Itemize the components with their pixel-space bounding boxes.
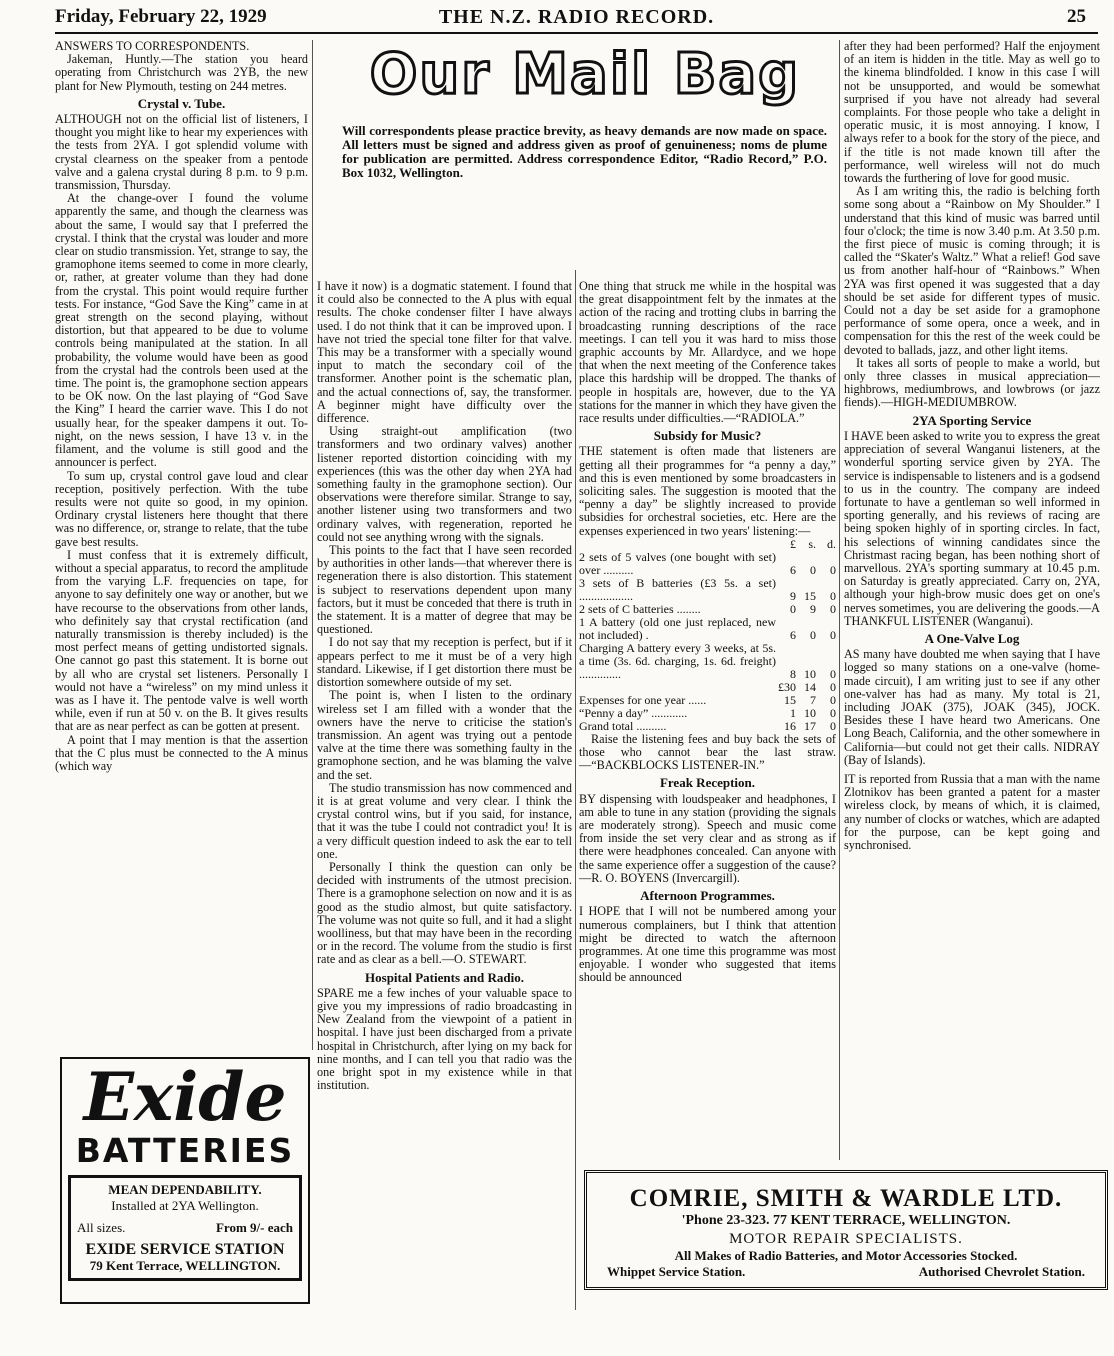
column-1 [55, 40, 308, 1058]
expense-row: 2 sets of 5 valves (one bought with set) over .......... 6 0 0 [579, 549, 836, 577]
comrie-address: 'Phone 23-323. 77 KENT TERRACE, WELLINGTON. [681, 1213, 1011, 1228]
column-rule [575, 270, 576, 1310]
exide-sizes: All sizes. [77, 1220, 126, 1235]
column-3 [579, 280, 836, 1100]
comrie-chevrolet: Authorised Chevrolet Station. [918, 1264, 1085, 1279]
sporting-heading: 2YA Sporting Service [912, 412, 1032, 428]
column-rule [839, 40, 840, 1160]
sporting-paragraph: I HAVE been asked to write you to express the great appreciation of several Wanganui listeners, at the wonderful sporting service given by 2YA. The service is indispensable to listeners and is a godsend to us in the country. The company are indeed fortunate to have a gentleman so well informed in sporting generally, and his reviews of racing are being spoken highly of in sporting circles. In fact, his selections of winning candidates since the Christmast racing began, has been nothing short of marvellous. 2YA's sporting summary at 10.45 p.m. on Saturday is greatly appreciated. Carry on, 2YA, although your high-brow music does get on one's nerves sometimes, you are delivering the goods.—A THANKFUL LISTENER (Wanganui). [844, 428, 1100, 628]
page-number: 25 [1067, 6, 1086, 27]
crystal-paragraph: This points to the fact that I have seen recorded by authorities in other lands—that wherever there is regeneration there is also distortion. This statement is subject to reservations dependent upon many factors, but it must be conceded that there is truth in the statement. It is a matter of degree that may be questioned. [317, 543, 572, 637]
exide-logo: Exide [83, 1058, 287, 1136]
expense-row: 2 sets of C batteries ........ 0 9 0 [579, 601, 836, 616]
crystal-paragraph: I must confess that it is extremely difficult, without a special apparatus, to record the amplitude from the varying L.F. frequencies on tape, for anyone to say definitely one way or another, but we have recourse to the observations from other lands, who definitely say that crystal rectification (and naturally transmission is thereby included) is the most perfect means of getting undistorted signals. One cannot go past this statement. It is borne out by all who are crystal set listeners. Personally I would not have a “wireless” on my mind unless it was as I have it. The pentode valve is well worth while, even if run at 50 v. on the B. It gives results that are as near perfect as can be gotten at present. [55, 547, 308, 734]
clock-paragraph: IT is reported from Russia that a man with the name Zlotnikov has been granted a patent for a master wireless clock, by means of which, it is claimed, any number of clocks or watches, which are adapted for the purpose, can be kept going and synchronised. [844, 771, 1100, 852]
exide-product: BATTERIES [75, 1131, 295, 1170]
subsidy-paragraph: THE statement is often made that listeners are getting all their programmes for “a penny a day,” and this is even mentioned by some broadcasters in soliciting sales. The suggestion is mooted that the “penny a day” be slightly increased to provide subsidies for orchestral societies, etc. Here are the expenses experienced in two years' listening:— [579, 444, 836, 538]
crystal-paragraph: Personally I think the question can only be decided with instruments of the utmost precision. There is a gramophone selection on now and it is as good as the studio almost, but quite satisfactory. The volume was not quite so full, and it had a slight woolliness, but that may have been in the recording or in the record. The volume from the studio is first rate and as clear as a bell.—O. STEWART. [317, 859, 572, 967]
hospital-heading: Hospital Patients and Radio. [365, 969, 524, 985]
crystal-paragraph: The studio transmission has now commenced and it is at great volume and very clear. I think the crystal control wins, but if you said, for instance, that it was the tube I could not contradict you! It is a very difficult question indeed to ask the ear to tell one. [317, 780, 572, 861]
exide-tagline: MEAN DEPENDABILITY. [108, 1182, 262, 1197]
comrie-stocked: All Makes of Radio Batteries, and Motor Accessories Stocked. [674, 1248, 1018, 1263]
comrie-advertisement [584, 1170, 1108, 1290]
afternoon-heading: Afternoon Programmes. [640, 888, 775, 904]
column-2 [317, 280, 572, 1306]
afternoon-paragraph: As I am writing this, the radio is belching forth some song about a “Rainbow on My Shoulder.” I understand that this kind of music was barred until four o'clock; the time is now 3.40 p.m. At 3.50 p.m. the first piece of music is coming through; it is called the “Skater's Waltz.” What a relief! God save us from another half-hour of “Rainbows.” When 2YA was first opened it was suggested that a day should be set aside for different types of music. Could not a day be set aside for a gramophone performance of some opera, once a week, and in compensation for this the rest of the week could be devoted to ballads, jazz, and other light items. [844, 184, 1100, 357]
exide-details [68, 1175, 302, 1281]
exide-installed: Installed at 2YA Wellington. [111, 1198, 259, 1213]
afternoon-paragraph: I HOPE that I will not be numbered among your numerous complainers, but I think that attention might be directed to watch the afternoon programmes. At one time this programme was most enjoyable. I wonder who suggested that items should be announced [579, 904, 836, 985]
freak-paragraph: BY dispensing with loudspeaker and headphones, I am able to tune in any station (providing the signals are moderately strong). Speech and music come from inside the set very clear and as strong as if there were headphones concealed. Can anyone with the same experience offer a suggestion of the cause?—R. O. BOYENS (Invercargill). [579, 791, 836, 885]
comrie-whippet: Whippet Service Station. [607, 1264, 746, 1279]
exide-advertisement [60, 1057, 310, 1304]
afternoon-paragraph: after they had been performed? Half the enjoyment of an item is hidden in the title. May as well go to the kinema blindfolded. I know in this case I will not be unsupported, and would be somewhat surprised if you have not already had several complaints. For those people who take a delight in operatic music, it is most annoying. I know, I always refer to a book for the story of the piece, and if the title is not made known till after the performance, well wireless will not do much towards the furthering of love for good music. [844, 40, 1100, 186]
expense-row: 1 A battery (old one just replaced, new not included) . 6 0 0 [579, 614, 836, 642]
subsidy-heading: Subsidy for Music? [653, 428, 762, 444]
crystal-paragraph: I do not say that my reception is perfect, but if it appears perfect to me it must be of a very high standard. Likewise, if I get distortion there must be distortion somewhere outside of my set. [317, 635, 572, 690]
page-header [55, 4, 1098, 34]
crystal-paragraph: ALTHOUGH not on the official list of listeners, I thought you might like to hear my experiences with the tests from 2YA. I got splendid volume with crystal clearness on the speaker from a pentode valve and a galena crystal during 8 p.m. to 9 p.m. transmission, Thursday. [55, 112, 308, 193]
crystal-paragraph: The point is, when I listen to the ordinary wireless set I am filled with a wonder that the owners have the nerve to criticise the station's transmission. An agent was trying out a pentode valve at the time there was something faulty in the gramophone section, and he was blaming the valve and the set. [317, 688, 572, 782]
expense-grand-total: Grand total .......... 16 17 0 [579, 718, 836, 733]
onevalve-heading: A One-Valve Log [924, 630, 1020, 646]
crystal-paragraph: Using straight-out amplification (two transformers and two ordinary valves) another listener reported distortion coinciding with my experiences (this was the other day when 2YA had something faulty in the gramophone section). Our observations were therefore similar. Strange to say, another listener using two transformers and two ordinary valves, with regeneration, reported he could not see anything wrong with the signals. [317, 424, 572, 544]
expense-subtotal: £30 14 0 [778, 679, 836, 694]
afternoon-paragraph: It takes all sorts of people to make a world, but only three classes in musical appreciation—highbrows, mediumbrows, and lowbrows (or jazz fiends).—HIGH-MEDIUMBROW. [844, 355, 1100, 410]
expenses-table: £ s. d. 2 sets of 5 valves (one bought with set) over .......... 6 0 0 3 sets of B batteries (£3 5s. a set) .................. 9 15 0 2 sets of C batteries ........ 0 9 0 1 A battery (old one just replaced, new not included) . 6 0 0 Charging A battery every 3 weeks, at 5s. a time (3s. 6d. charging, 1s. 6d. freight) .............. 8 10 0 £30 14 0 Expenses for one year ...... 15 7 0 “Penny a day” ............ 1 10 0 Grand total .......... 16 17 0 [579, 536, 836, 733]
publication-title: THE N.Z. RADIO RECORD. [438, 6, 715, 28]
editor-notice: Will correspondents please practice brevity, as heavy demands are now made on space. All letters must be signed and address given as proof of genuineness; noms de plume for publication are permitted. Address correspondence Editor, “Radio Record,” P.O. Box 1032, Wellington. [342, 123, 827, 180]
exide-address: 79 Kent Terrace, WELLINGTON. [89, 1258, 281, 1273]
answers-heading: ANSWERS TO CORRESPONDENTS. [55, 40, 250, 53]
expense-row: Expenses for one year ...... 15 7 0 [579, 692, 836, 707]
issue-date: Friday, February 22, 1929 [55, 6, 267, 27]
crystal-paragraph: At the change-over I found the volume apparently the same, and though the clearness was about the same, I would say that I preferred the crystal. I think that the crystal was louder and more clear on studio transmission. Yet, strange to say, the gramophone items seemed to come in more clearly, or, rather, at greater volume than they had done from the crystal. This point would require further tests. For instance, “God Save the King” came in at great strength on the second playing, without distortion, but that appeared to be due to volume controls being manipulated at the station. In all probability, the volume would have been as good from the crystal had the controls been used at the time. The point is, the gramophone section appears to be OK now. On the last playing of “God Save the King” I heard the carrier wave. This I do not usually hear, for the speaker dampens it out. To-night, on the news session, I have 13 v. in the filament, and the volume is still good and the announcer is perfect. [55, 191, 308, 470]
hospital-paragraph: SPARE me a few inches of your valuable space to give you my impressions of radio broadcasting in New Zealand from the viewpoint of a patient in hospital. I have just been discharged from a private hospital in Christchurch, after lying on my back for nine months, and I can tell you that radio was the one bright spot in my existence while in that institution. [317, 985, 572, 1093]
crystal-paragraph: A point that I may mention is that the assertion that the C plus must be connected to the A minus (which way [55, 732, 308, 773]
freak-heading: Freak Reception. [659, 775, 756, 791]
column-4 [844, 40, 1100, 1150]
crystal-heading: Crystal v. Tube. [137, 95, 226, 111]
exide-station: EXIDE SERVICE STATION [85, 1241, 285, 1258]
column-rule [312, 40, 313, 1050]
hospital-paragraph: One thing that struck me while in the hospital was the great disappointment felt by the inmates at the action of the racing and trotting clubs in barring the broadcasting running descriptions of the race meetings. I can tell you it was hard to miss those graphic accounts by Mr. Allardyce, and we hope that when the next meeting of the Conference takes place this hardship will be dropped. The thanks of people in hospitals are, however, due to the YA stations for the manner in which they have given the race results under difficulties.—“RADIOLA.” [579, 280, 836, 426]
subsidy-paragraph: Raise the listening fees and buy back the sets of those who cannot bear the last straw.—“BACKBLOCKS LISTENER-IN.” [579, 731, 836, 773]
exide-price: From 9/- each [215, 1220, 293, 1235]
expense-row: 3 sets of B batteries (£3 5s. a set) .................. 9 15 0 [579, 575, 836, 603]
crystal-paragraph: To sum up, crystal control gave loud and clear reception, positively perfection. With the tube results were not quite so good, in my opinion. Ordinary crystal listeners here thought that there was no difference, or, strange to relate, that the tube gave best results. [55, 468, 308, 549]
section-title: Our Mail Bag [369, 42, 801, 107]
onevalve-paragraph: AS many have doubted me when saying that I have logged so many stations on a one-valve (home-made circuit), I am writing just to see if any other one-valver has had as many. My total is 21, including JOAK (375), JOAK (345), JOCK. Besides these I have heard two Americans. One Long Beach, California, and the other somewhere in California—but could not get their calls. NIDRAY (Bay of Islands). [844, 647, 1100, 767]
crystal-paragraph: I have it now) is a dogmatic statement. I found that it could also be connected to the A plus with equal results. The choke condenser filter I have always used. I do not think that it can be improved upon. I have not tried the special tone filter for that valve. This may be a transformer with a specially wound input to match the secondary coil of the transformer. Another point is the schematic plan, and the actual connections of, say, the transformer. A beginner might have difficulty over the difference. [317, 280, 572, 426]
expense-row: Charging A battery every 3 weeks, at 5s. a time (3s. 6d. charging, 1s. 6d. freight) .............. 8 10 0 [579, 640, 836, 681]
expense-row: “Penny a day” ............ 1 10 0 [579, 705, 836, 720]
answers-text: Jakeman, Huntly.—The station you heard operating from Christchurch was 2YB, the new plant for New Plymouth, testing on 244 metres. [55, 52, 308, 93]
comrie-name: COMRIE, SMITH & WARDLE LTD. [629, 1185, 1063, 1212]
comrie-specialists: MOTOR REPAIR SPECIALISTS. [729, 1231, 963, 1247]
